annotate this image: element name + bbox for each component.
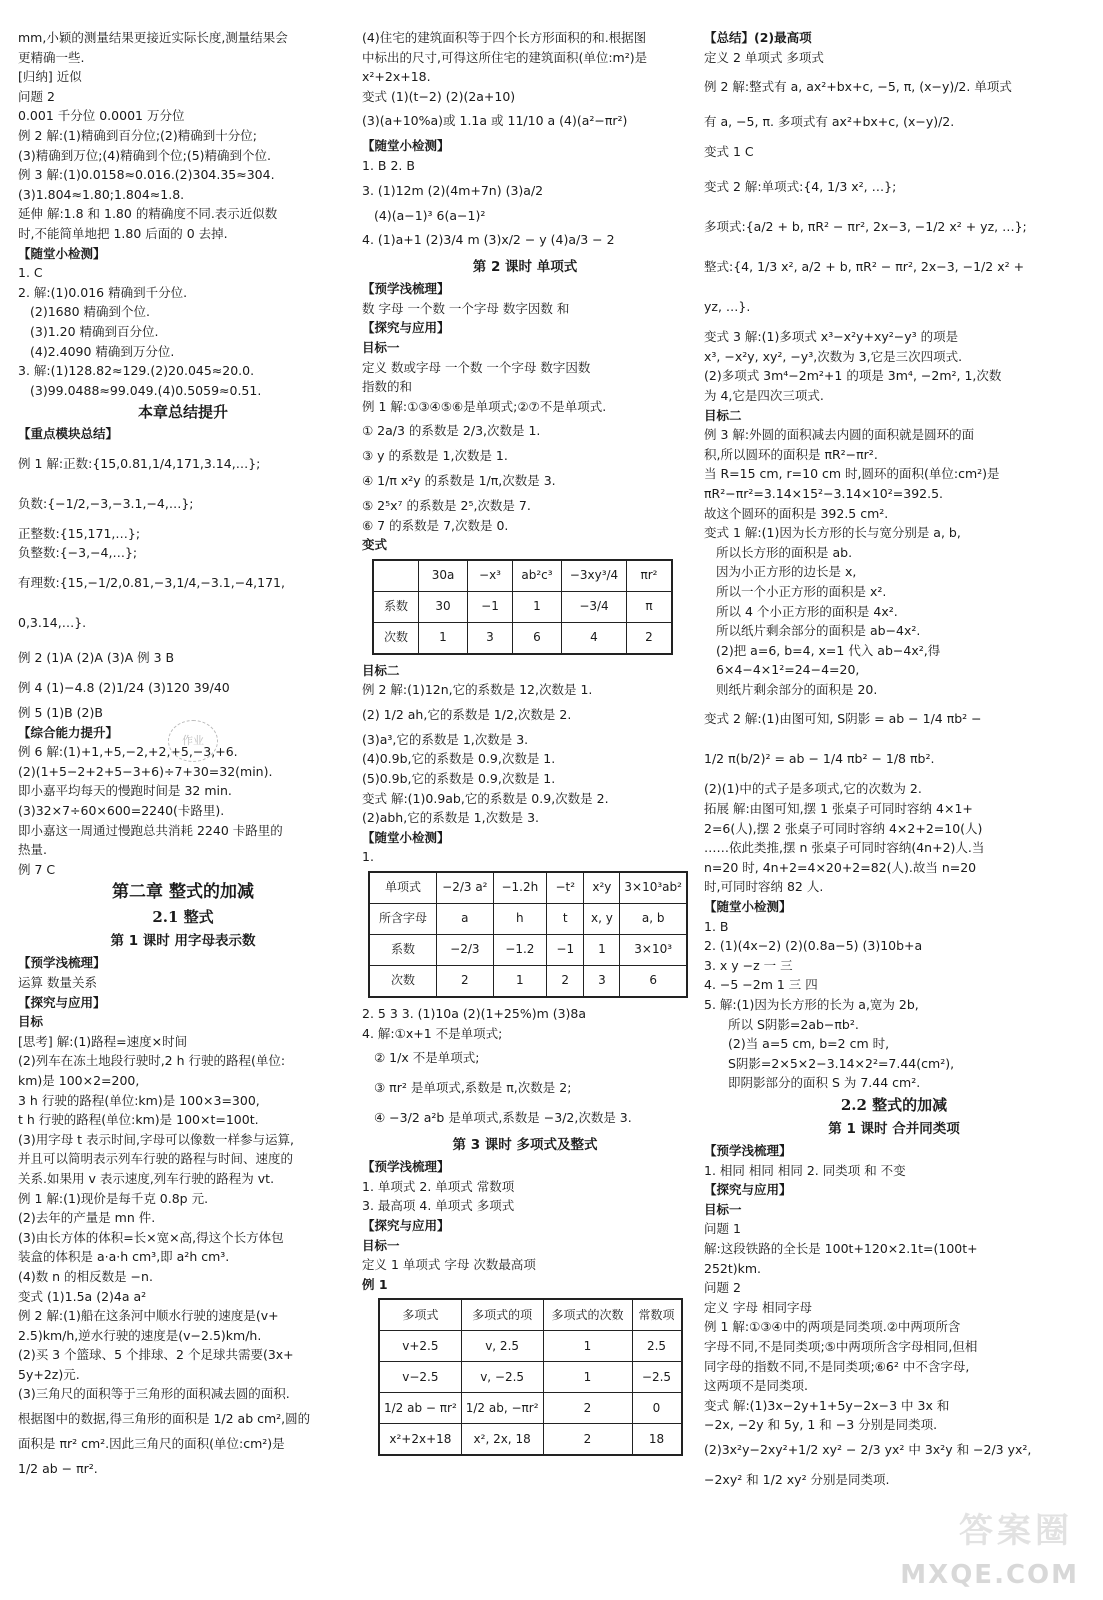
text-line: ① 2a/3 的系数是 2/3,次数是 1. [362,423,541,439]
text-line: 例 4 (1)−4.8 (2)1/24 (3)120 39/40 [18,680,230,696]
table-cell: 多项式的次数 [543,1299,632,1331]
text-line: ……依此类推,摆 n 张桌子可同时容纳(4n+2)人.当 [704,840,985,856]
table-cell: v, 2.5 [461,1331,543,1362]
table-cell: −1 [547,935,584,966]
text-line: 因为小正方形的边长是 x, [716,564,857,580]
section-heading: 【综合能力提升】 [18,724,119,740]
table-cell: 30a [419,560,468,592]
text-line: ③ y 的系数是 1,次数是 1. [362,448,508,464]
table-cell: x²y [584,872,620,904]
table-cell: −2/3 a² [437,872,494,904]
text-line: 0.001 千分位 0.0001 万分位 [18,108,185,124]
text-line: 有理数:{15,−1/2,0.81,−3,1/4,−3.1,−4,171, [18,575,285,591]
section-heading: 【预学浅梳理】 [362,281,450,297]
chapter-title: 第二章 整式的加减 [112,882,254,903]
text-line: (4)0.9b,它的系数是 0.9,次数是 1. [362,751,556,767]
watermark-url: MXQE.COM [900,1560,1079,1590]
text-line: −2x, −2y 和 5y, 1 和 −3 分别是同类项. [704,1417,938,1433]
text-line: 则纸片剩余部分的面积是 20. [716,681,878,697]
text-line: 多项式:{a/2 + b, πR² − πr², 2x−3, −1/2 x² + yz, …}; [704,219,1027,235]
text-line: (3)由长方体的体积=长×宽×高,得这个长方体包 [18,1229,284,1245]
text-line: 定义 1 单项式 字母 次数最高项 [362,1257,536,1273]
table-cell: 3 [584,966,620,998]
table-cell: −3xy³/4 [562,560,627,592]
text-line: 变式 1 C [704,144,754,160]
text-line: 有 a, −5, π. 多项式有 ax²+bx+c, (x−y)/2. [704,114,955,130]
goal-heading: 目标一 [362,1237,400,1253]
text-line: 1/2 π(b/2)² = ab − 1/4 πb² − 1/8 πb². [704,751,935,767]
text-line: 整式:{4, 1/3 x², a/2 + b, πR² − πr², 2x−3, −1/2 x² + [704,259,1025,275]
table-cell: 单项式 [369,872,437,904]
text-line: (2)去年的产量是 mn 件. [18,1210,156,1226]
text-line: 更精确一些. [18,49,85,65]
table-cell: 次数 [373,622,419,654]
text-line: 正整数:{15,171,…}; [18,525,141,541]
text-line: 问题 2 [18,88,55,104]
text-line: 同字母的指数不同,不是同类项;⑥6² 中不含字母, [704,1358,970,1374]
text-line: [思考] 解:(1)路程=速度×时间 [18,1033,188,1049]
text-line: 问题 2 [704,1280,741,1296]
text-line: 1. [362,849,374,865]
text-line: ② 1/x 不是单项式; [374,1050,480,1066]
text-line: 3. 最高项 4. 单项式 多项式 [362,1198,515,1214]
text-line: 定义 数或字母 一个数 一个字母 数字因数 [362,359,591,375]
text-line: (3)32×7÷60×600=2240(卡路里). [18,803,225,819]
text-line: 所以一个小正方形的面积是 x². [716,583,887,599]
example-heading: 例 1 [362,1276,388,1292]
text-line: 定义 2 单项式 多项式 [704,49,824,65]
text-line: 4. 解:①x+1 不是单项式; [362,1025,503,1041]
text-line: 例 5 (1)B (2)B [18,705,103,721]
text-line: πR²−πr²=3.14×15²−3.14×10²=392.5. [704,485,943,501]
section-heading: 【预学浅梳理】 [704,1142,792,1158]
table-cell: 3×10³ [620,935,687,966]
text-line: 定义 字母 相同字母 [704,1299,812,1315]
monomial-check-table [368,871,688,998]
text-line: 当 R=15 cm, r=10 cm 时,圆环的面积(单位:cm²)是 [704,466,1000,482]
table-cell: 6 [513,622,562,654]
text-line: 例 1 解:①③④⑤⑥是单项式;②⑦不是单项式. [362,398,607,414]
table-cell: 1/2 ab, −πr² [461,1393,543,1424]
text-line: (4)(a−1)³ 6(a−1)² [374,207,486,223]
text-line: 积,所以圆环的面积是 πR²−πr². [704,446,878,462]
table-cell: 1 [543,1331,632,1362]
table-cell: 1 [419,622,468,654]
text-line: (5)0.9b,它的系数是 0.9,次数是 1. [362,771,556,787]
text-line: 所以纸片剩余部分的面积是 ab−4x². [716,623,921,639]
goal-heading: 目标 [18,1014,44,1030]
goal-heading: 目标二 [362,662,400,678]
table-cell: v+2.5 [379,1331,461,1362]
text-line: (3)精确到万位;(4)精确到个位;(5)精确到个位. [18,147,272,163]
section-heading: 【随堂小检测】 [362,829,450,845]
text-line: [归纳] 近似 [18,69,82,85]
text-line: 3. x y −z 一 三 [704,957,793,973]
text-line: ⑤ 2⁵x⁷ 的系数是 2⁵,次数是 7. [362,497,531,513]
text-line: (2) 1/2 ah,它的系数是 1/2,次数是 2. [362,706,572,722]
text-line: 面积是 πr² cm².因此三角尺的面积(单位:cm²)是 [18,1436,285,1452]
text-line: 为 4,它是四次三项式. [704,387,824,403]
text-line: S阴影=2×5×2−3.14×2²=7.44(cm²), [728,1055,955,1071]
text-line: 1. B [704,918,729,934]
section-title: 2.1 整式 [152,908,214,927]
text-line: (4)住宅的建筑面积等于四个长方形面积的和.根据图 [362,30,647,45]
text-line: 3. 解:(1)128.82≈129.(2)20.045≈20.0. [18,363,255,379]
text-line: 1. B 2. B [362,157,415,173]
variant-heading: 变式 [362,537,388,553]
table-cell: a, b [620,904,687,935]
text-line: (2)多项式 3m⁴−2m²+1 的项是 3m⁴, −2m², 1,次数 [704,368,1002,384]
text-line: (2)当 a=5 cm, b=2 cm 时, [728,1036,890,1052]
text-line: (2)(1+5−2+2+5−3+6)÷7+30=32(min). [18,763,273,779]
table-cell: −1.2h [493,872,546,904]
text-line: 变式 (1)(t−2) (2)(2a+10) [362,88,516,104]
text-line: (3)三角尺的面积等于三角形的面积减去圆的面积. [18,1386,290,1402]
table-row [379,1362,682,1393]
text-line: (2)把 a=6, b=4, x=1 代入 ab−4x²,得 [716,642,941,658]
text-line: 例 1 解:正数:{15,0.81,1/4,171,3.14,…}; [18,455,261,471]
table-cell: 常数项 [632,1299,682,1331]
text-line: 252t)km. [704,1260,762,1276]
table-cell: t [547,904,584,935]
lesson-title: 第 1 课时 合并同类项 [828,1120,960,1137]
section-heading: 【随堂小检测】 [362,138,450,154]
text-line: (4)2.4090 精确到万分位. [30,343,175,359]
table-cell: x², 2x, 18 [461,1424,543,1456]
table-cell: 1/2 ab − πr² [379,1393,461,1424]
text-line: 即小嘉平均每天的慢跑时间是 32 min. [18,783,232,799]
table-cell: 30 [419,591,468,622]
text-line: x³, −x²y, xy², −y³,次数为 3,它是三次四项式. [704,348,963,364]
text-line: 5. 解:(1)因为长方形的长为 a,宽为 2b, [704,997,919,1012]
text-line: 关系.如果用 v 表示速度,列车行驶的路程为 vt. [18,1170,275,1186]
text-line: 时,可同时容纳 82 人. [704,879,824,895]
text-line: (2)3x²y−2xy²+1/2 xy² − 2/3 yx² 中 3x²y 和 −2/3 yx², [704,1441,1032,1457]
text-line: 变式 解:(1)0.9ab,它的系数是 0.9,次数是 2. [362,790,609,806]
text-line: 这两项不是同类项. [704,1378,808,1394]
text-line: yz, …}. [704,299,751,315]
table-cell: 4 [562,622,627,654]
table-cell: x²+2x+18 [379,1424,461,1456]
text-line: 变式 3 解:(1)多项式 x³−x²y+xy²−y³ 的项是 [704,329,959,345]
text-line: ③ πr² 是单项式,系数是 π,次数是 2; [374,1080,572,1096]
text-line: 2. 解:(1)0.016 精确到千分位. [18,284,188,300]
section-heading: 【预学浅梳理】 [362,1159,450,1175]
table-cell: −x³ [468,560,513,592]
text-line: 0,3.14,…}. [18,615,87,631]
column-middle [362,28,688,1462]
table-cell: π [627,591,673,622]
text-line: 例 2 解:(1)精确到百分位;(2)精确到十分位; [18,127,257,143]
table-cell: 2 [543,1424,632,1456]
text-line: 故这个圆环的面积是 392.5 cm². [704,505,889,521]
text-line: 1/2 ab − πr². [18,1460,98,1476]
table-cell: v−2.5 [379,1362,461,1393]
text-line: 数 字母 一个数 一个字母 数字因数 和 [362,300,570,316]
table-row [369,966,687,998]
text-line: 所以长方形的面积是 ab. [716,544,853,560]
section-heading: 【重点模块总结】 [18,426,119,442]
text-line: (2)列车在冻土地段行驶时,2 h 行驶的路程(单位: [18,1053,286,1069]
text-line: (2)买 3 个篮球、5 个排球、2 个足球共需要(3x+ [18,1347,294,1363]
text-line: 1. 单项式 2. 单项式 常数项 [362,1178,515,1194]
text-line: (2)(1)中的式子是多项式,它的次数为 2. [704,781,922,797]
table-cell: 多项式 [379,1299,461,1331]
table-cell: a [437,904,494,935]
table-cell: −t² [547,872,584,904]
text-line: 6×4−4×1²=24−4=20, [716,662,860,678]
table-row [369,872,687,904]
table-cell [373,560,419,592]
text-line: km)是 100×2=200, [18,1072,140,1088]
polynomial-table [378,1298,683,1456]
table-cell: 1 [493,966,546,998]
lesson-title: 第 1 课时 用字母表示数 [110,933,256,950]
text-line: 例 2 解:(1)12n,它的系数是 12,次数是 1. [362,682,593,698]
table-cell: −2.5 [632,1362,682,1393]
table-cell: 2 [627,622,673,654]
text-line: (2)1680 精确到个位. [30,304,150,320]
text-line: (3)1.20 精确到百分位. [30,323,159,339]
text-line: mm,小颖的测量结果更接近实际长度,测量结果会 [18,30,288,45]
table-cell: 次数 [369,966,437,998]
text-line: 例 1 解:(1)现价是每千克 0.8p 元. [18,1190,209,1206]
column-right [704,28,1084,1495]
text-line: 指数的和 [362,379,413,395]
text-line: (2)abh,它的系数是 1,次数是 3. [362,810,539,826]
text-line: 拓展 解:由图可知,摆 1 张桌子可同时容纳 4×1+ [704,801,973,817]
text-line: (3)用字母 t 表示时间,字母可以像数一样参与运算, [18,1131,295,1147]
table-cell: h [493,904,546,935]
text-line: 负整数:{−3,−4,…}; [18,545,138,561]
section-heading: 【总结】(2)最高项 [704,30,812,45]
chapter-summary-title: 本章总结提升 [137,403,228,422]
text-line: 4. −5 −2m 1 三 四 [704,977,818,993]
text-line: 例 7 C [18,861,56,877]
text-line: 2. 5 3 3. (1)10a (2)(1+25%)m (3)8a [362,1006,587,1022]
text-line: 并且可以简明表示列车行驶的路程与时间、速度的 [18,1151,294,1167]
section-heading: 【随堂小检测】 [704,899,792,915]
text-line: ⑥ 7 的系数是 7,次数是 0. [362,517,509,533]
text-line: 即阴影部分的面积 S 为 7.44 cm². [728,1075,921,1091]
text-line: 变式 2 解:单项式:{4, 1/3 x², …}; [704,179,897,195]
table-cell: 2.5 [632,1331,682,1362]
text-line: t h 行驶的路程(单位:km)是 100×t=100t. [18,1112,259,1128]
text-line: 例 3 解:外圆的面积减去内圆的面积就是圆环的面 [704,427,975,443]
table-cell: 2 [543,1393,632,1424]
text-line: 负数:{−1/2,−3,−3.1,−4,…}; [18,495,194,511]
text-line: −2xy² 和 1/2 xy² 分别是同类项. [704,1471,890,1487]
text-line: 时,不能简单地把 1.80 后面的 0 去掉. [18,225,228,241]
table-cell: −3/4 [562,591,627,622]
section-heading: 【随堂小检测】 [18,245,106,261]
table-cell: −2/3 [437,935,494,966]
text-line: 例 1 解:①③④中的两项是同类项.②中两项所含 [704,1319,961,1335]
text-line: 例 3 解:(1)0.0158≈0.016.(2)304.35≈304. [18,167,275,183]
table-header-row [379,1299,682,1331]
table-cell: 3 [468,622,513,654]
text-line: 1. C [18,265,43,281]
text-line: 例 6 解:(1)+1,+5,−2,+2,+5,−3,+6. [18,744,238,760]
table-row [379,1393,682,1424]
table-row [369,904,687,935]
text-line: 例 2 (1)A (2)A (3)A 例 3 B [18,650,175,666]
table-cell: 2 [437,966,494,998]
text-line: 问题 1 [704,1221,741,1237]
table-cell: 系数 [369,935,437,966]
text-line: 例 2 解:(1)船在这条河中顺水行驶的速度是(v+ [18,1308,279,1324]
section-title: 2.2 整式的加减 [840,1095,948,1114]
section-heading: 【探究与应用】 [704,1182,792,1198]
section-heading: 【预学浅梳理】 [18,955,106,971]
text-line: 2.5)km/h,逆水行驶的速度是(v−2.5)km/h. [18,1327,262,1343]
table-cell: 6 [620,966,687,998]
table-row [373,622,672,654]
table-cell: 3×10³ab² [620,872,687,904]
text-line: 2=6(人),摆 2 张桌子可同时容纳 4×2+2=10(人) [704,820,983,836]
text-line: 运算 数量关系 [18,975,97,990]
table-cell: 1 [543,1362,632,1393]
text-line: 根据图中的数据,得三角形的面积是 1/2 ab cm²,圆的 [18,1411,311,1427]
text-line: 3 h 行驶的路程(单位:km)是 100×3=300, [18,1092,260,1108]
table-cell: −1 [468,591,513,622]
table-cell: ab²c³ [513,560,562,592]
text-line: 所以 S阴影=2ab−πb². [728,1016,859,1032]
section-heading: 【探究与应用】 [362,1218,450,1233]
goal-heading: 目标一 [704,1201,742,1217]
table-cell: v, −2.5 [461,1362,543,1393]
stamp-mark: 作业 [168,720,218,762]
table-header-row [373,560,672,592]
text-line: (3)1.804≈1.80;1.804≈1.8. [18,186,185,202]
goal-heading: 目标二 [704,407,742,423]
table-cell: 0 [632,1393,682,1424]
text-line: 中标出的尺寸,可得这所住宅的建筑面积(单位:m²)是 [362,49,648,65]
table-row [369,935,687,966]
text-line: ④ 1/π x²y 的系数是 1/π,次数是 3. [362,472,556,488]
text-line: 2. (1)(4x−2) (2)(0.8a−5) (3)10b+a [704,938,923,954]
text-line: n=20 时, 4n+2=4×20+2=82(人).故当 n=20 [704,859,977,875]
text-line: 所以 4 个小正方形的面积是 4x². [716,603,898,619]
text-line: (3)(a+10%a)或 1.1a 或 11/10 a (4)(a²−πr²) [362,113,628,129]
text-line: ④ −3/2 a²b 是单项式,系数是 −3/2,次数是 3. [374,1110,632,1126]
text-line: 变式 2 解:(1)由图可知, S阴影 = ab − 1/4 πb² − [704,711,982,727]
text-line: 装盒的体积是 a·a·h cm³,即 a²h cm³. [18,1249,230,1265]
text-line: (4)数 n 的相反数是 −n. [18,1268,153,1284]
text-line: 5y+2z)元. [18,1366,80,1382]
text-line: 3. (1)12m (2)(4m+7n) (3)a/2 [362,182,544,198]
table-row [379,1424,682,1456]
text-line: 延伸 解:1.8 和 1.80 的精确度不同.表示近似数 [18,206,278,222]
table-cell: 多项式的项 [461,1299,543,1331]
table-cell: 2 [547,966,584,998]
text-line: 1. 相同 相同 相同 2. 同类项 和 不变 [704,1162,906,1178]
text-line: 即小嘉这一周通过慢跑总共消耗 2240 卡路里的 [18,822,283,838]
lesson-title: 第 2 课时 单项式 [472,259,578,276]
section-heading: 【探究与应用】 [362,320,450,336]
text-line: 变式 (1)1.5a (2)4a a² [18,1288,147,1304]
table-cell: 18 [632,1424,682,1456]
text-line: (3)a³,它的系数是 1,次数是 3. [362,731,529,747]
text-line: x²+2x+18. [362,69,431,85]
watermark-logo: 答案圈 [959,1511,1073,1551]
text-line: 变式 1 解:(1)因为长方形的长与宽分别是 a, b, [704,525,961,541]
text-line: 字母不同,不是同类项;⑤中两项所含字母相同,但相 [704,1338,978,1354]
table-row [373,591,672,622]
text-line: 变式 解:(1)3x−2y+1+5y−2x−3 中 3x 和 [704,1397,950,1413]
monomial-table [372,559,673,655]
table-cell: 1 [584,935,620,966]
table-cell: πr² [627,560,673,592]
text-line: 热量. [18,842,47,858]
text-line: 4. (1)a+1 (2)3/4 m (3)x/2 − y (4)a/3 − 2 [362,232,615,248]
table-cell: x, y [584,904,620,935]
table-cell: −1.2 [493,935,546,966]
lesson-title: 第 3 课时 多项式及整式 [452,1137,598,1154]
goal-heading: 目标一 [362,339,400,355]
table-cell: 1 [513,591,562,622]
text-line: 解:这段铁路的全长是 100t+120×2.1t=(100t+ [704,1240,978,1256]
table-row [379,1331,682,1362]
table-cell: 所含字母 [369,904,437,935]
text-line: 例 2 解:整式有 a, ax²+bx+c, −5, π, (x−y)/2. 单项式 [704,79,1012,95]
table-cell: 系数 [373,591,419,622]
section-heading: 【探究与应用】 [18,994,106,1010]
text-line: (3)99.0488≈99.049.(4)0.5059≈0.51. [30,382,262,398]
